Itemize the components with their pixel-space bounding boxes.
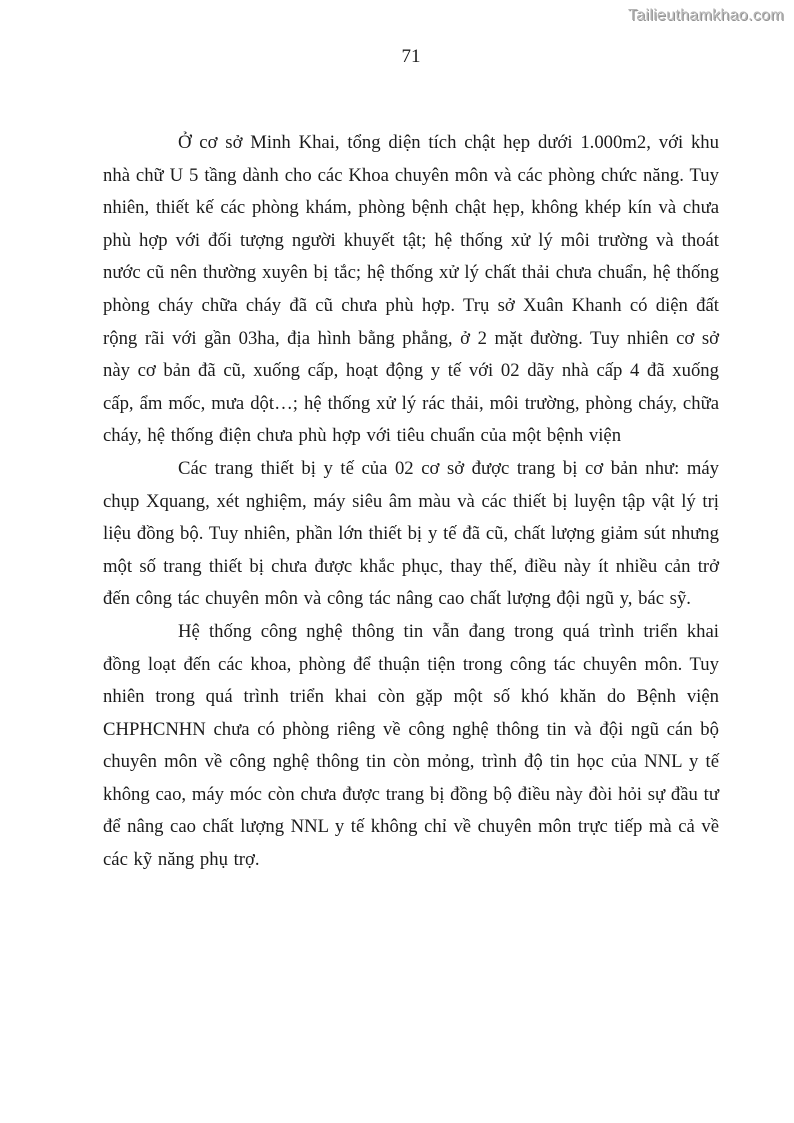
paragraph: Ở cơ sở Minh Khai, tổng diện tích chật hẹp dưới 1.000m2, với khu nhà chữ U 5 tầng dành cho các Khoa chuyên môn và các phòng chức năng. Tuy nhiên, thiết kế các phòng khám, phòng bệnh chật hẹp, không khép kín và chưa phù hợp với đối tượng người khuyết tật; hệ thống xử lý môi trường và thoát nước cũ nên thường xuyên bị tắc; hệ thống xử lý chất thải chưa chuẩn, hệ thống phòng cháy chữa cháy đã cũ chưa phù hợp. Trụ sở Xuân Khanh có diện đất rộng rãi với gần 03ha, địa hình bằng phẳng, ở 2 mặt đường. Tuy nhiên cơ sở này cơ bản đã cũ, xuống cấp, hoạt động y tế với 02 dãy nhà cấp 4 đã xuống cấp, ẩm mốc, mưa dột…; hệ thống xử lý rác thải, môi trường, phòng cháy, chữa cháy, hệ thống điện chưa phù hợp với tiêu chuẩn của một bệnh viện — [103, 132, 719, 447]
paragraph: Các trang thiết bị y tế của 02 cơ sở được trang bị cơ bản như: máy chụp Xquang, xét nghiệm, máy siêu âm màu và các thiết bị luyện tập vật lý trị liệu đồng bộ. Tuy nhiên, phần lớn thiết bị y tế đã cũ, chất lượng giảm sút nhưng một số trang thiết bị chưa được khắc phục, thay thế, điều này ít nhiều cản trở đến công tác chuyên môn và công tác nâng cao chất lượng đội ngũ y, bác sỹ. — [103, 457, 719, 610]
document-body — [103, 127, 719, 877]
watermark: Tailieuthamkhao.com — [628, 7, 784, 24]
paragraph: Hệ thống công nghệ thông tin vẫn đang trong quá trình triển khai đồng loạt đến các khoa, phòng để thuận tiện trong công tác chuyên môn. Tuy nhiên trong quá trình triển khai còn gặp một số khó khăn do Bệnh viện CHPHCNHN chưa có phòng riêng về công nghệ thông tin và đội ngũ cán bộ chuyên môn về công nghệ thông tin còn mỏng, trình độ tin học của NNL y tế không cao, máy móc còn chưa được trang bị đồng bộ điều này đòi hỏi sự đầu tư để nâng cao chất lượng NNL y tế không chỉ về chuyên môn trực tiếp mà cả về các kỹ năng phụ trợ. — [103, 620, 719, 871]
page-number: 71 — [401, 46, 421, 67]
